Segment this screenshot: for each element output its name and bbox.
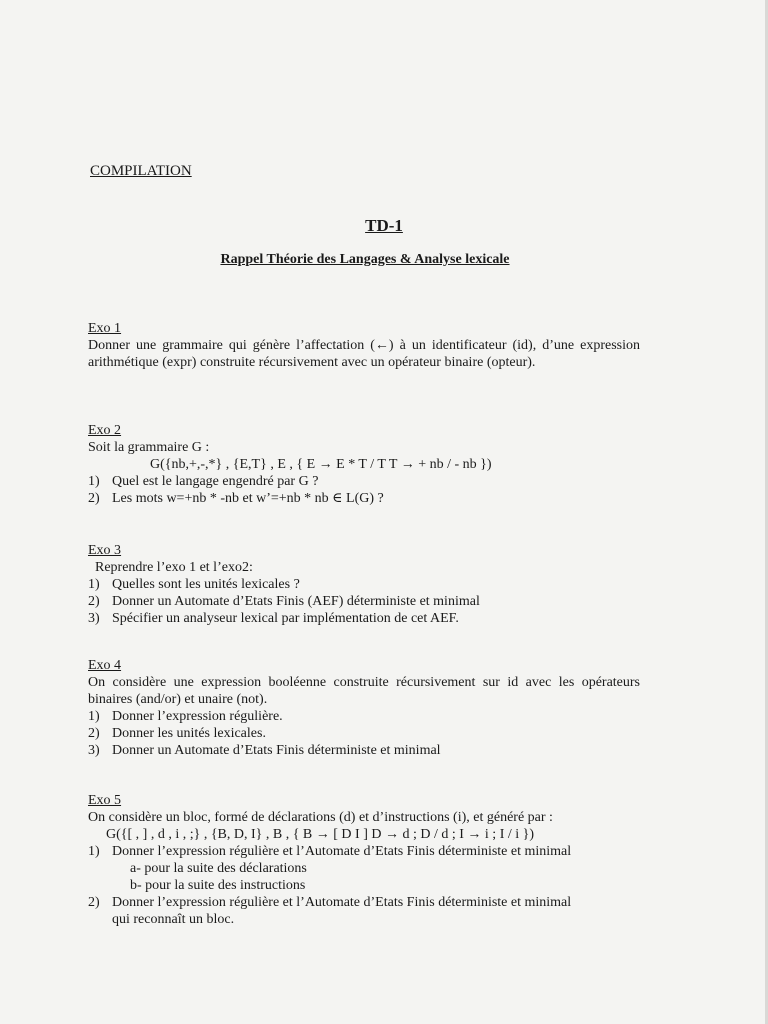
course-header: COMPILATION <box>90 163 192 179</box>
exercise-4-heading: Exo 4 <box>88 658 122 673</box>
page-subtitle: Rappel Théorie des Langages & Analyse lexicale <box>220 252 510 267</box>
exercise-3-item-1: 1) Quelles sont les unités lexicales ? <box>88 577 300 592</box>
exercise-3-item-2: 2) Donner un Automate d’Etats Finis (AEF) déterministe et minimal <box>88 594 480 609</box>
exercise-5-item-1b: b- pour la suite des instructions <box>130 878 306 893</box>
exercise-4-item-2: 2) Donner les unités lexicales. <box>88 726 266 741</box>
exercise-2 <box>88 422 640 507</box>
exercise-5-item-2: 2) Donner l’expression régulière et l’Automate d’Etats Finis déterministe et minimal <box>88 895 572 910</box>
exercise-5-item-2-cont: qui reconnaît un bloc. <box>112 912 235 927</box>
exercise-5-intro: On considère un bloc, formé de déclarations (d) et d’instructions (i), et généré par : <box>88 810 553 825</box>
exercise-2-item-1: 1) Quel est le langage engendré par G ? <box>88 474 319 489</box>
exercise-2-grammar: G({nb,+,-,*} , {E,T} , E , { E → E * T / T T → + nb / - nb }) <box>150 457 492 472</box>
page-title: TD-1 <box>365 216 403 235</box>
exercise-2-item-2: 2) Les mots w=+nb * -nb et w’=+nb * nb ∈ L(G) ? <box>88 491 384 506</box>
exercise-5-grammar: G({[ , ] , d , i , ;} , {B, D, I} , B , { B → [ D I ] D → d ; D / d ; I → i ; I / i }) <box>106 827 535 842</box>
exercise-4-item-1: 1) Donner l’expression régulière. <box>88 709 283 724</box>
exercise-5-heading: Exo 5 <box>88 793 122 808</box>
exercise-1 <box>88 320 640 371</box>
exercise-5-item-1a: a- pour la suite des déclarations <box>130 861 307 876</box>
exercise-2-heading: Exo 2 <box>88 423 122 438</box>
exercise-4-item-3: 3) Donner un Automate d’Etats Finis déterministe et minimal <box>88 743 441 758</box>
exercise-3-heading: Exo 3 <box>88 543 122 558</box>
exercise-4-text: On considère une expression booléenne construite récursivement sur id avec les opérateurs binaires (and/or) et unaire (not). <box>88 675 640 707</box>
exercise-3-item-3: 3) Spécifier un analyseur lexical par implémentation de cet AEF. <box>88 611 459 626</box>
exercise-5 <box>88 792 640 928</box>
exercise-5-item-1: 1) Donner l’expression régulière et l’Automate d’Etats Finis déterministe et minimal <box>88 844 572 859</box>
exercise-3 <box>88 542 640 627</box>
exercise-3-intro: Reprendre l’exo 1 et l’exo2: <box>95 560 253 575</box>
exercise-1-heading: Exo 1 <box>88 321 122 336</box>
exercise-4 <box>88 657 640 759</box>
exercise-1-text: Donner une grammaire qui génère l’affectation (←) à un identificateur (id), d’une expression arithmétique (expr) construite récursivement avec un opérateur binaire (opteur). <box>88 338 640 370</box>
exercise-2-intro: Soit la grammaire G : <box>88 440 210 455</box>
